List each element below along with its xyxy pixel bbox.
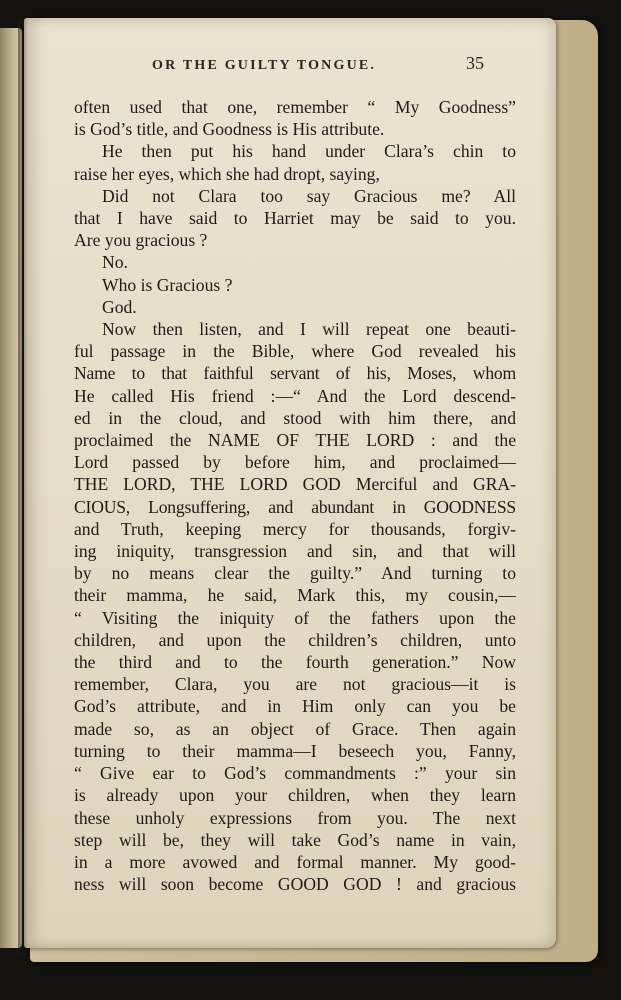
text-line: He then put his hand under Clara’s chin to [102, 141, 516, 162]
text-line: ful passage in the Bible, where God revealed his [74, 341, 516, 362]
text-line: turning to their mamma—I beseech you, Fanny, [74, 740, 516, 761]
text-line: and Truth, keeping mercy for thousands, forgiv- [74, 518, 516, 539]
text-line: made so, as an object of Grace. Then again [74, 718, 516, 739]
text-line: proclaimed the NAME OF THE LORD : and the [74, 430, 516, 451]
text-line: in a more avowed and formal manner. My good- [74, 851, 516, 872]
text-line: raise her eyes, which she had dropt, saying, [74, 163, 380, 184]
running-head: OR THE GUILTY TONGUE. [152, 58, 377, 73]
text-line: THE LORD, THE LORD GOD Merciful and GRA- [74, 474, 516, 495]
body-text [74, 96, 516, 895]
text-line: God’s attribute, and in Him only can you be [74, 696, 516, 717]
text-line: children, and upon the children’s children, unto [74, 629, 516, 650]
page-number: 35 [466, 53, 484, 73]
text-line: is already upon your children, when they learn [74, 785, 516, 806]
text-line: ing iniquity, transgression and sin, and that will [74, 541, 516, 562]
text-line: that I have said to Harriet may be said to you. [74, 208, 516, 229]
text-line: often used that one, remember “ My Goodness” [74, 97, 516, 117]
text-line: by no means clear the guilty.” And turning to [74, 563, 516, 584]
text-line: He called His friend :—“ And the Lord descend- [74, 385, 516, 406]
text-line: Did not Clara too say Gracious me? All [102, 185, 516, 206]
text-line: remember, Clara, you are not gracious—it is [74, 674, 516, 695]
text-line: is God’s title, and Goodness is His attribute. [74, 119, 385, 140]
text-line: “ Give ear to God’s commandments :” your sin [74, 763, 516, 784]
text-line: these unholy expressions from you. The next [74, 807, 516, 828]
text-line: Who is Gracious ? [102, 274, 233, 295]
text-line: the third and to the fourth generation.” Now [74, 652, 516, 673]
text-line: ness will soon become GOOD GOD ! and gracious [74, 874, 516, 895]
text-line: God. [102, 296, 137, 317]
text-line: ed in the cloud, and stood with him there, and [74, 407, 516, 428]
text-line: Name to that faithful servant of his, Moses, whom [74, 363, 516, 384]
text-line: Now then listen, and I will repeat one beauti- [102, 319, 516, 340]
spine-shadow [18, 20, 28, 955]
text-line: their mamma, he said, Mark this, my cousin,— [74, 585, 516, 606]
text-line: step will be, they will take God’s name in vain, [74, 829, 516, 850]
book-page [24, 18, 556, 948]
text-line: Lord passed by before him, and proclaimed— [74, 452, 516, 473]
text-line: CIOUS, Longsuffering, and abundant in GOODNESS [74, 496, 516, 517]
text-line: Are you gracious ? [74, 230, 208, 251]
text-line: No. [102, 252, 128, 273]
text-line: “ Visiting the iniquity of the fathers upon the [74, 607, 516, 628]
